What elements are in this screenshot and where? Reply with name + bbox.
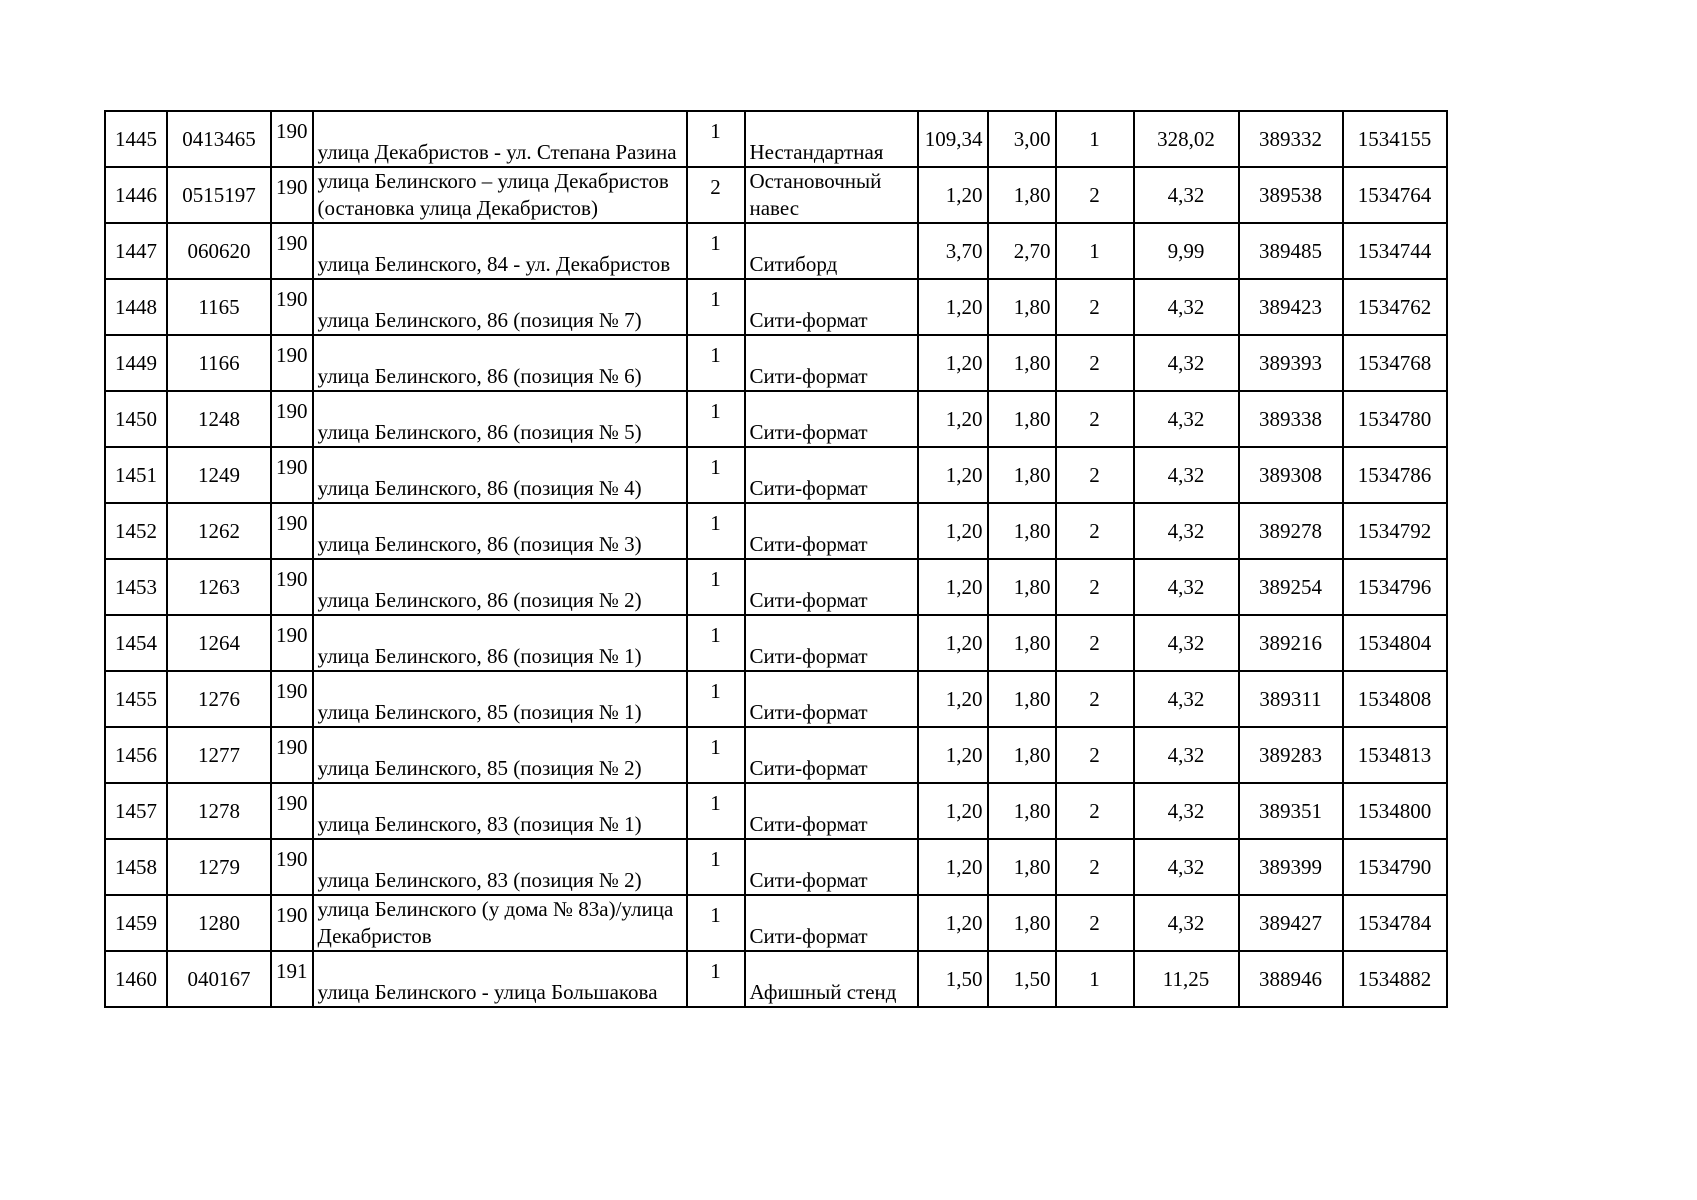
height-cell: 1,80 [988, 391, 1056, 447]
coordinate-y-cell: 1534792 [1343, 503, 1447, 559]
quantity-cell-text: 1 [710, 734, 721, 759]
coordinate-x-cell: 389427 [1239, 895, 1343, 951]
zone-cell-text: 190 [276, 286, 308, 311]
code-cell: 1276 [167, 671, 271, 727]
quantity-cell [687, 671, 745, 727]
quantity-cell-text: 1 [710, 510, 721, 535]
coordinate-y-cell: 1534813 [1343, 727, 1447, 783]
structure-type-cell: Сити-формат [745, 615, 918, 671]
sides-cell: 2 [1056, 503, 1134, 559]
sides-cell: 1 [1056, 111, 1134, 167]
quantity-cell [687, 839, 745, 895]
coordinate-x-cell: 389351 [1239, 783, 1343, 839]
quantity-cell [687, 335, 745, 391]
address-cell: улица Белинского (у дома № 83а)/улица Декабристов [313, 895, 687, 951]
coordinate-y-cell: 1534804 [1343, 615, 1447, 671]
sides-cell: 2 [1056, 559, 1134, 615]
width-cell: 109,34 [918, 111, 988, 167]
code-cell: 1278 [167, 783, 271, 839]
width-cell: 1,20 [918, 391, 988, 447]
address-cell: улица Декабристов - ул. Степана Разина [313, 111, 687, 167]
zone-cell [271, 839, 313, 895]
address-cell: улица Белинского – улица Декабристов (остановка улица Декабристов) [313, 167, 687, 223]
width-cell: 1,20 [918, 335, 988, 391]
coordinate-x-cell: 389485 [1239, 223, 1343, 279]
width-cell: 1,20 [918, 559, 988, 615]
width-cell: 3,70 [918, 223, 988, 279]
code-cell: 1280 [167, 895, 271, 951]
zone-cell [271, 615, 313, 671]
coordinate-x-cell: 389393 [1239, 335, 1343, 391]
height-cell: 1,50 [988, 951, 1056, 1007]
sides-cell: 2 [1056, 167, 1134, 223]
zone-cell-text: 190 [276, 230, 308, 255]
area-cell: 4,32 [1134, 559, 1239, 615]
zone-cell-text: 190 [276, 902, 308, 927]
coordinate-y-cell: 1534790 [1343, 839, 1447, 895]
zone-cell-text: 190 [276, 566, 308, 591]
quantity-cell-text: 1 [710, 902, 721, 927]
width-cell: 1,20 [918, 503, 988, 559]
sides-cell: 2 [1056, 783, 1134, 839]
zone-cell-text: 190 [276, 846, 308, 871]
coordinate-x-cell: 389308 [1239, 447, 1343, 503]
code-cell: 060620 [167, 223, 271, 279]
area-cell: 4,32 [1134, 503, 1239, 559]
width-cell: 1,20 [918, 895, 988, 951]
sides-cell: 2 [1056, 839, 1134, 895]
code-cell: 1249 [167, 447, 271, 503]
zone-cell-text: 190 [276, 734, 308, 759]
row-number-cell: 1460 [105, 951, 167, 1007]
quantity-cell [687, 279, 745, 335]
width-cell: 1,20 [918, 167, 988, 223]
code-cell: 1279 [167, 839, 271, 895]
height-cell: 1,80 [988, 895, 1056, 951]
width-cell: 1,20 [918, 839, 988, 895]
zone-cell [271, 783, 313, 839]
width-cell: 1,20 [918, 671, 988, 727]
structure-type-cell: Ситиборд [745, 223, 918, 279]
structure-type-cell: Нестандартная [745, 111, 918, 167]
address-cell: улица Белинского, 83 (позиция № 2) [313, 839, 687, 895]
area-cell: 4,32 [1134, 895, 1239, 951]
table-row [105, 783, 1447, 839]
row-number-cell: 1455 [105, 671, 167, 727]
structure-type-cell: Афишный стенд [745, 951, 918, 1007]
height-cell: 1,80 [988, 727, 1056, 783]
table-row [105, 951, 1447, 1007]
address-cell: улица Белинского, 86 (позиция № 5) [313, 391, 687, 447]
quantity-cell [687, 559, 745, 615]
zone-cell [271, 895, 313, 951]
height-cell: 1,80 [988, 447, 1056, 503]
table-row [105, 335, 1447, 391]
width-cell: 1,20 [918, 783, 988, 839]
coordinate-x-cell: 389311 [1239, 671, 1343, 727]
zone-cell-text: 190 [276, 790, 308, 815]
quantity-cell-text: 1 [710, 230, 721, 255]
quantity-cell [687, 727, 745, 783]
zone-cell [271, 111, 313, 167]
row-number-cell: 1456 [105, 727, 167, 783]
quantity-cell [687, 167, 745, 223]
sides-cell: 2 [1056, 671, 1134, 727]
quantity-cell [687, 447, 745, 503]
zone-cell [271, 447, 313, 503]
table-row [105, 615, 1447, 671]
coordinate-y-cell: 1534808 [1343, 671, 1447, 727]
structure-type-cell: Сити-формат [745, 671, 918, 727]
quantity-cell-text: 1 [710, 846, 721, 871]
table-body [105, 111, 1447, 1007]
structure-type-cell: Сити-формат [745, 727, 918, 783]
coordinate-y-cell: 1534764 [1343, 167, 1447, 223]
zone-cell [271, 559, 313, 615]
height-cell: 1,80 [988, 279, 1056, 335]
area-cell: 4,32 [1134, 447, 1239, 503]
quantity-cell-text: 1 [710, 454, 721, 479]
row-number-cell: 1454 [105, 615, 167, 671]
address-cell: улица Белинского, 86 (позиция № 7) [313, 279, 687, 335]
structure-type-cell: Сити-формат [745, 335, 918, 391]
zone-cell [271, 167, 313, 223]
height-cell: 1,80 [988, 503, 1056, 559]
coordinate-y-cell: 1534800 [1343, 783, 1447, 839]
quantity-cell [687, 615, 745, 671]
code-cell: 1277 [167, 727, 271, 783]
area-cell: 4,32 [1134, 167, 1239, 223]
row-number-cell: 1448 [105, 279, 167, 335]
structure-type-cell: Сити-формат [745, 503, 918, 559]
row-number-cell: 1451 [105, 447, 167, 503]
quantity-cell [687, 503, 745, 559]
quantity-cell-text: 1 [710, 118, 721, 143]
structure-type-cell: Сити-формат [745, 447, 918, 503]
coordinate-y-cell: 1534780 [1343, 391, 1447, 447]
zone-cell-text: 191 [276, 958, 308, 983]
quantity-cell-text: 1 [710, 678, 721, 703]
advertising-structures-table [104, 110, 1448, 1008]
width-cell: 1,20 [918, 279, 988, 335]
sides-cell: 2 [1056, 615, 1134, 671]
width-cell: 1,20 [918, 447, 988, 503]
row-number-cell: 1445 [105, 111, 167, 167]
zone-cell-text: 190 [276, 174, 308, 199]
area-cell: 4,32 [1134, 335, 1239, 391]
quantity-cell-text: 1 [710, 958, 721, 983]
row-number-cell: 1459 [105, 895, 167, 951]
row-number-cell: 1457 [105, 783, 167, 839]
zone-cell [271, 279, 313, 335]
coordinate-x-cell: 389216 [1239, 615, 1343, 671]
structure-type-cell: Сити-формат [745, 839, 918, 895]
area-cell: 9,99 [1134, 223, 1239, 279]
row-number-cell: 1446 [105, 167, 167, 223]
code-cell: 1264 [167, 615, 271, 671]
coordinate-x-cell: 389538 [1239, 167, 1343, 223]
area-cell: 4,32 [1134, 671, 1239, 727]
table-row [105, 671, 1447, 727]
code-cell: 0515197 [167, 167, 271, 223]
area-cell: 11,25 [1134, 951, 1239, 1007]
coordinate-x-cell: 389423 [1239, 279, 1343, 335]
zone-cell [271, 223, 313, 279]
coordinate-x-cell: 388946 [1239, 951, 1343, 1007]
table-row [105, 223, 1447, 279]
address-cell: улица Белинского, 86 (позиция № 4) [313, 447, 687, 503]
zone-cell-text: 190 [276, 678, 308, 703]
address-cell: улица Белинского, 85 (позиция № 2) [313, 727, 687, 783]
coordinate-x-cell: 389338 [1239, 391, 1343, 447]
table-row [105, 447, 1447, 503]
height-cell: 1,80 [988, 839, 1056, 895]
address-cell: улица Белинского, 83 (позиция № 1) [313, 783, 687, 839]
code-cell: 0413465 [167, 111, 271, 167]
coordinate-y-cell: 1534762 [1343, 279, 1447, 335]
row-number-cell: 1450 [105, 391, 167, 447]
sides-cell: 2 [1056, 727, 1134, 783]
coordinate-x-cell: 389278 [1239, 503, 1343, 559]
quantity-cell [687, 895, 745, 951]
structure-type-cell: Сити-формат [745, 391, 918, 447]
width-cell: 1,20 [918, 615, 988, 671]
zone-cell [271, 335, 313, 391]
zone-cell-text: 190 [276, 510, 308, 535]
sides-cell: 1 [1056, 223, 1134, 279]
height-cell: 3,00 [988, 111, 1056, 167]
coordinate-y-cell: 1534155 [1343, 111, 1447, 167]
zone-cell [271, 671, 313, 727]
table-row [105, 559, 1447, 615]
quantity-cell [687, 223, 745, 279]
area-cell: 4,32 [1134, 783, 1239, 839]
quantity-cell-text: 1 [710, 790, 721, 815]
quantity-cell-text: 1 [710, 566, 721, 591]
row-number-cell: 1458 [105, 839, 167, 895]
sides-cell: 2 [1056, 335, 1134, 391]
address-cell: улица Белинского, 86 (позиция № 1) [313, 615, 687, 671]
zone-cell-text: 190 [276, 454, 308, 479]
address-cell: улица Белинского, 86 (позиция № 2) [313, 559, 687, 615]
width-cell: 1,50 [918, 951, 988, 1007]
structure-type-cell: Сити-формат [745, 895, 918, 951]
address-cell: улица Белинского, 86 (позиция № 6) [313, 335, 687, 391]
zone-cell-text: 190 [276, 118, 308, 143]
height-cell: 1,80 [988, 335, 1056, 391]
quantity-cell-text: 1 [710, 286, 721, 311]
zone-cell-text: 190 [276, 622, 308, 647]
address-cell: улица Белинского, 86 (позиция № 3) [313, 503, 687, 559]
quantity-cell [687, 111, 745, 167]
sides-cell: 2 [1056, 391, 1134, 447]
address-cell: улица Белинского, 84 - ул. Декабристов [313, 223, 687, 279]
coordinate-y-cell: 1534768 [1343, 335, 1447, 391]
coordinate-x-cell: 389254 [1239, 559, 1343, 615]
quantity-cell [687, 783, 745, 839]
structure-type-cell: Сити-формат [745, 559, 918, 615]
area-cell: 4,32 [1134, 279, 1239, 335]
sides-cell: 2 [1056, 279, 1134, 335]
area-cell: 4,32 [1134, 391, 1239, 447]
address-cell: улица Белинского, 85 (позиция № 1) [313, 671, 687, 727]
sides-cell: 2 [1056, 447, 1134, 503]
area-cell: 4,32 [1134, 727, 1239, 783]
coordinate-x-cell: 389332 [1239, 111, 1343, 167]
code-cell: 1248 [167, 391, 271, 447]
quantity-cell [687, 391, 745, 447]
height-cell: 1,80 [988, 615, 1056, 671]
height-cell: 2,70 [988, 223, 1056, 279]
code-cell: 1165 [167, 279, 271, 335]
table-row [105, 279, 1447, 335]
coordinate-x-cell: 389399 [1239, 839, 1343, 895]
height-cell: 1,80 [988, 783, 1056, 839]
sides-cell: 2 [1056, 895, 1134, 951]
code-cell: 1166 [167, 335, 271, 391]
table-row [105, 503, 1447, 559]
structure-type-cell: Сити-формат [745, 783, 918, 839]
height-cell: 1,80 [988, 559, 1056, 615]
height-cell: 1,80 [988, 167, 1056, 223]
coordinate-y-cell: 1534744 [1343, 223, 1447, 279]
zone-cell [271, 951, 313, 1007]
zone-cell [271, 727, 313, 783]
quantity-cell [687, 951, 745, 1007]
quantity-cell-text: 2 [710, 174, 721, 199]
table-row [105, 391, 1447, 447]
quantity-cell-text: 1 [710, 342, 721, 367]
quantity-cell-text: 1 [710, 622, 721, 647]
zone-cell [271, 391, 313, 447]
table-row [105, 167, 1447, 223]
coordinate-y-cell: 1534796 [1343, 559, 1447, 615]
structure-type-cell: Сити-формат [745, 279, 918, 335]
area-cell: 328,02 [1134, 111, 1239, 167]
coordinate-y-cell: 1534882 [1343, 951, 1447, 1007]
area-cell: 4,32 [1134, 615, 1239, 671]
row-number-cell: 1452 [105, 503, 167, 559]
table-row [105, 111, 1447, 167]
row-number-cell: 1449 [105, 335, 167, 391]
sides-cell: 1 [1056, 951, 1134, 1007]
table-row [105, 895, 1447, 951]
code-cell: 1262 [167, 503, 271, 559]
zone-cell-text: 190 [276, 398, 308, 423]
coordinate-y-cell: 1534784 [1343, 895, 1447, 951]
width-cell: 1,20 [918, 727, 988, 783]
code-cell: 040167 [167, 951, 271, 1007]
zone-cell [271, 503, 313, 559]
code-cell: 1263 [167, 559, 271, 615]
table-row [105, 727, 1447, 783]
structure-type-cell: Остановочный навес [745, 167, 918, 223]
coordinate-x-cell: 389283 [1239, 727, 1343, 783]
table-row [105, 839, 1447, 895]
area-cell: 4,32 [1134, 839, 1239, 895]
height-cell: 1,80 [988, 671, 1056, 727]
row-number-cell: 1447 [105, 223, 167, 279]
zone-cell-text: 190 [276, 342, 308, 367]
row-number-cell: 1453 [105, 559, 167, 615]
quantity-cell-text: 1 [710, 398, 721, 423]
address-cell: улица Белинского - улица Большакова [313, 951, 687, 1007]
coordinate-y-cell: 1534786 [1343, 447, 1447, 503]
